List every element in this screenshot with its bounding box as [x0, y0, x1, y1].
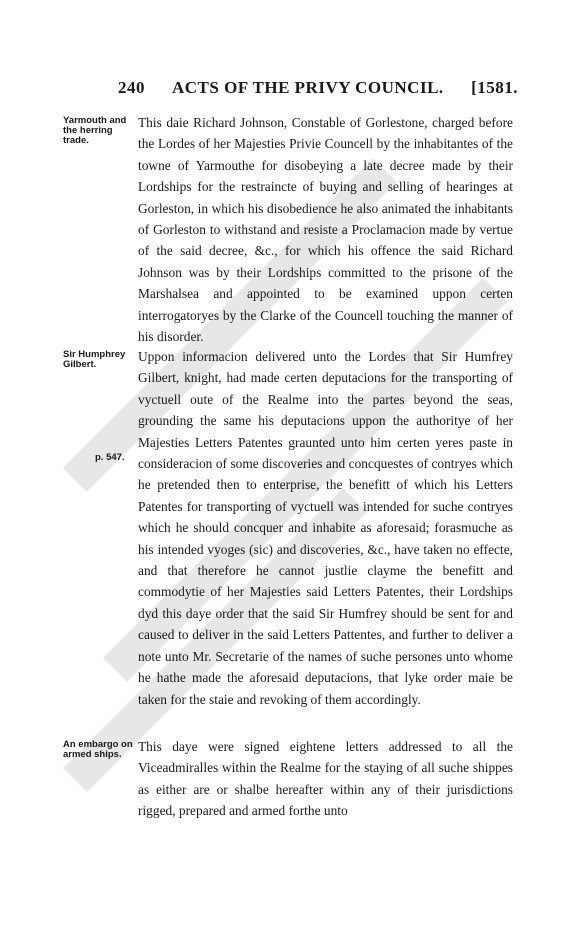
entry-text: This daie Richard Johnson, Constable of Gorlestone, charged before the Lordes of her Majesties Privie Councell by the inhabitantes of the towne of Yarmouthe for disobeying a late decree made by their Lordships for the restraincte of buying and selling of hearinges at Gorleston, in which his disobedience he also animated the inhabitants of Gorleston to withstand and resiste a Proclamacion made by vertue of the said decree, &c., for which his offence the said Richard Johnson was by their Lordships committed to the prisone of the Marshalsea and appointed to be examined uppon certen interrogatoryes by the Clarke of the Councell touching the manner of his disorder.	[138, 115, 513, 345]
marginal-note: Yarmouth and the herring trade.	[63, 115, 127, 146]
page-reference: p. 547.	[95, 452, 125, 463]
running-header	[118, 78, 518, 100]
entry-text: Uppon informacion delivered unto the Lordes that Sir Humfrey Gilbert, knight, had made certen deputacions for the transporting of vyctuell oute of the Realme into the partes beyond the seas, grounding the same his deputacions uppon the authoritye of her Majesties Letters Patentes graunted unto him certen yeres paste in consideracion of some discoveries and concquestes of contryes which he pretended then to enterprise, the benefitt of which his Letters Patentes for transporting of vyctuell was intended for suche contryes which he should concquer and inhabite as aforesaid; forasmuche as his intended vyoges (sic) and discoveries, &c., have taken no effecte, and that therefore he cannot justlie clayme the benefitt and commodytie of her Majesties said Letters Patentes, their Lordships dyd this daye order that the said Sir Humfrey should be sent for and caused to deliver in the said Letters Pattentes, and further to deliver a note unto Mr. Secretarie of the names of suche persones unto whome he hathe made the aforesaid deputacions, that lyke order maie be taken for the staie and revoking of them accordingly.	[138, 349, 513, 707]
entry-text: This daye were signed eightene letters addressed to all the Viceadmiralles within the Realme for the staying of all suche shippes as either are or shalbe hereafter within any of their jurisdictions rigged, prepared and armed forthe unto	[138, 739, 513, 819]
running-title: ACTS OF THE PRIVY COUNCIL.	[172, 78, 444, 97]
marginal-note: An embargo on armed ships.	[63, 739, 133, 760]
page-number: 240	[118, 78, 145, 97]
marginal-note: Sir Humphrey Gilbert.	[63, 349, 126, 370]
header-year: [1581.	[471, 78, 518, 97]
